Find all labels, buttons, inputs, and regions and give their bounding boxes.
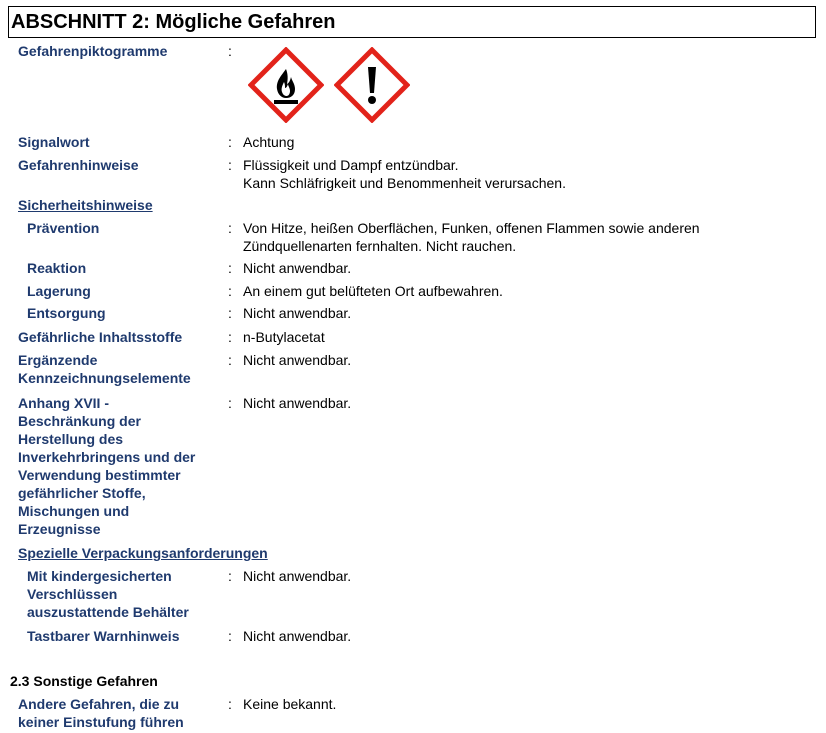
signalwort-value: Achtung [243,134,295,150]
verpackung-heading: Spezielle Verpackungsanforderungen [18,545,268,561]
signalwort-label: Signalwort [18,134,90,150]
sicherheitshinweise-heading: Sicherheitshinweise [18,197,153,213]
gefahrenhinweise-value: Flüssigkeit und Dampf entzündbar. Kann Schläfrigkeit und Benommenheit verursachen. [243,157,566,191]
reaktion-label: Reaktion [27,260,87,276]
gefahrenhinweise-label: Gefahrenhinweise [18,157,139,173]
verschluesse-label: Mit kindergesicherten Verschlüssen auszustattende Behälter [27,568,189,620]
lagerung-value: An einem gut belüfteten Ort aufbewahren. [243,283,503,299]
colon: : [228,157,232,173]
colon: : [228,220,232,236]
tastbar-label: Tastbarer Warnhinweis [27,628,180,644]
colon: : [228,628,232,644]
colon: : [228,134,232,150]
anhang-label: Anhang XVII - Beschränkung der Herstellung des Inverkehrbringens und der Verwendung bestimmter gefährlicher Stoffe, Mischungen und Erzeugnisse [18,395,196,537]
anhang-value: Nicht anwendbar. [243,395,352,411]
reaktion-value: Nicht anwendbar. [243,260,352,276]
entsorgung-value: Nicht anwendbar. [243,305,352,321]
ergaenzende-value: Nicht anwendbar. [243,352,352,368]
flame-pictogram-icon [248,47,324,123]
section-title: ABSCHNITT 2: Mögliche Gefahren [8,6,816,38]
tastbar-value: Nicht anwendbar. [243,628,352,644]
sonstige-heading: 2.3 Sonstige Gefahren [10,673,158,689]
colon: : [228,395,232,411]
colon: : [228,568,232,584]
verschluesse-value: Nicht anwendbar. [243,568,352,584]
colon: : [228,305,232,321]
praevention-value: Von Hitze, heißen Oberflächen, Funken, offenen Flammen sowie anderen Zündquellenarten fernhalten. Nicht rauchen. [243,220,700,254]
colon: : [228,352,232,368]
entsorgung-label: Entsorgung [27,305,106,321]
exclamation-pictogram-icon [334,47,410,123]
ergaenzende-label: Ergänzende Kennzeichnungselemente [18,352,191,386]
andere-gefahren-value: Keine bekannt. [243,696,337,712]
lagerung-label: Lagerung [27,283,91,299]
andere-gefahren-label: Andere Gefahren, die zu keiner Einstufung führen [18,696,184,730]
inhaltsstoffe-label: Gefährliche Inhaltsstoffe [18,329,183,345]
inhaltsstoffe-value: n-Butylacetat [243,329,325,345]
pictograms-label: Gefahrenpiktogramme [18,43,168,59]
colon: : [228,43,232,59]
praevention-label: Prävention [27,220,100,236]
colon: : [228,283,232,299]
colon: : [228,260,232,276]
colon: : [228,329,232,345]
colon: : [228,696,232,712]
